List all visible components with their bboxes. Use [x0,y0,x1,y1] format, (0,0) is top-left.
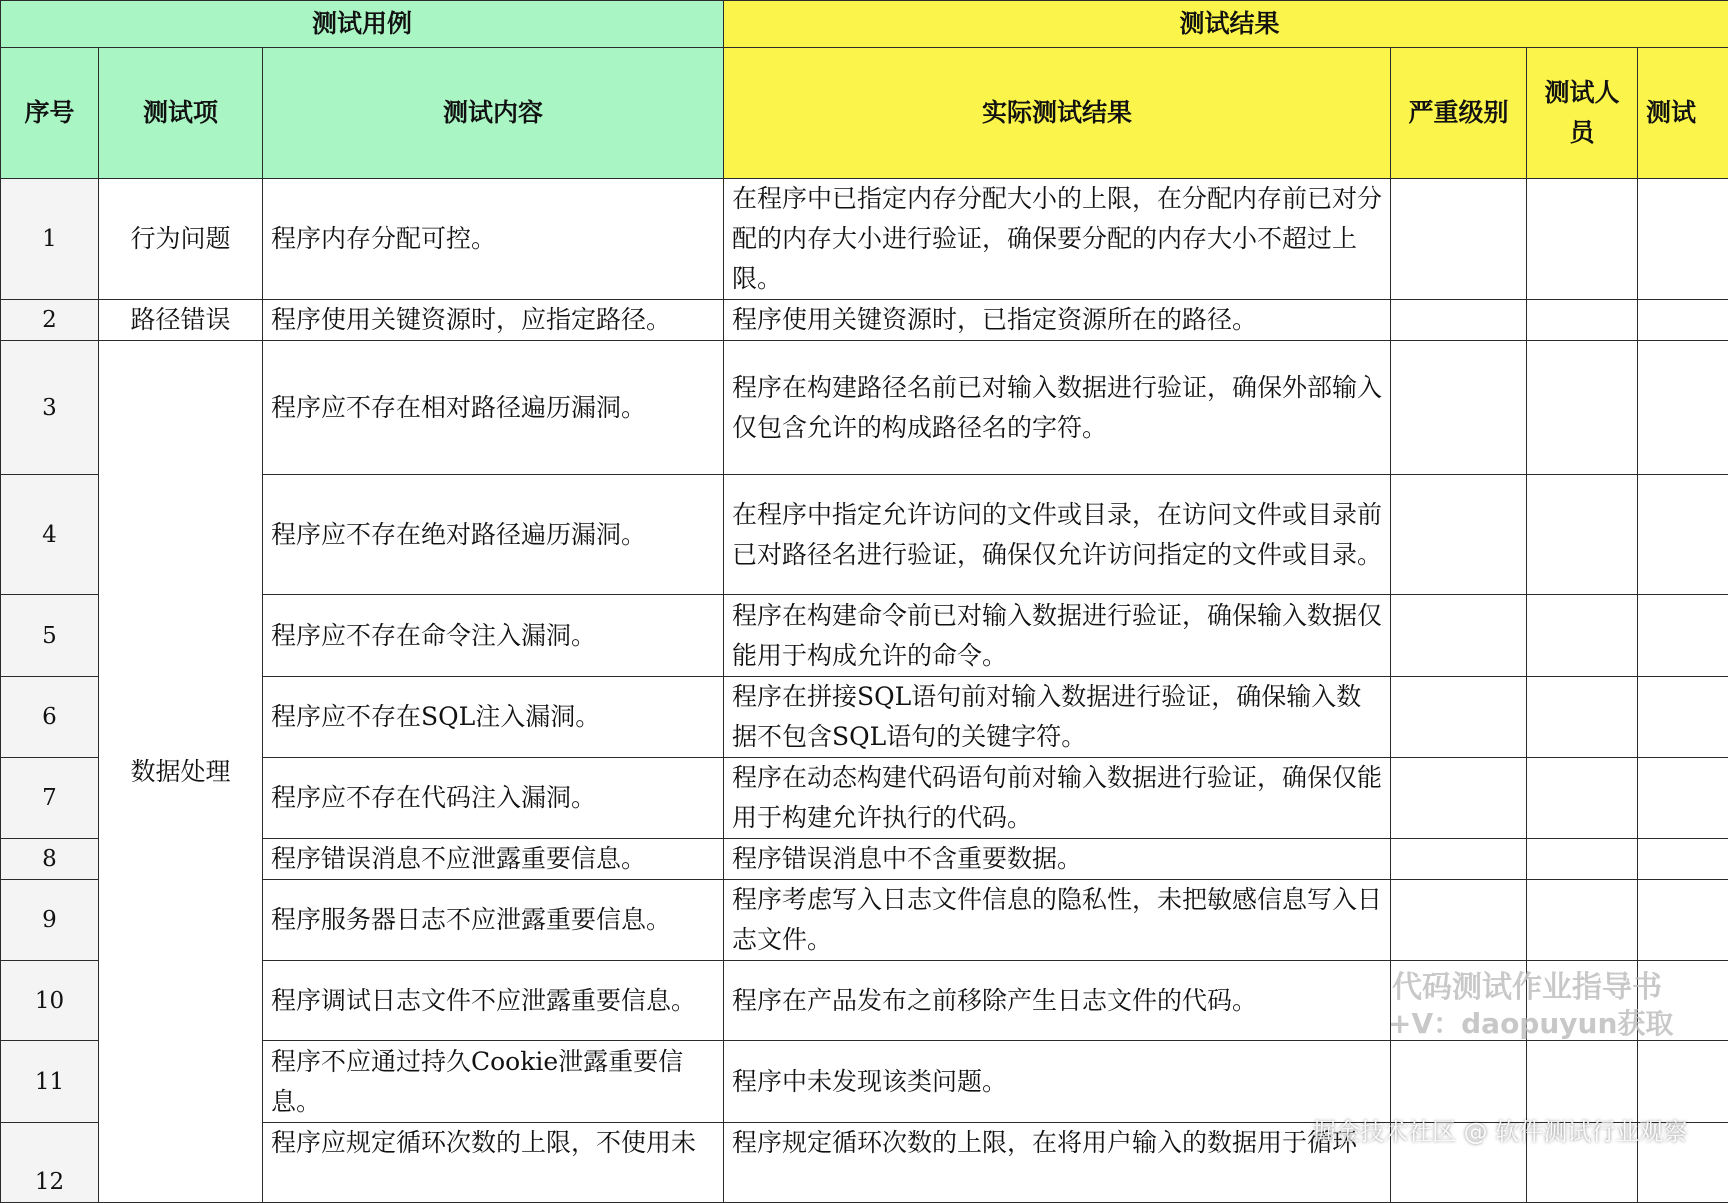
actual-result-cell: 在程序中指定允许访问的文件或目录，在访问文件或目录前已对路径名进行验证，确保仅允许访问指定的文件或目录。 [724,475,1391,595]
column-header-item: 测试项 [99,48,263,179]
tester-cell [1527,758,1638,839]
test-item-cell: 路径错误 [99,300,263,341]
seq-cell: 11 [1,1041,99,1123]
tester-cell [1527,300,1638,341]
table-row [1,179,1728,300]
column-header-actual-result: 实际测试结果 [724,48,1391,179]
group-header-test-case: 测试用例 [1,1,724,48]
severity-cell [1391,677,1527,758]
tester-cell [1527,880,1638,961]
content-cell: 程序应不存在代码注入漏洞。 [263,758,724,839]
seq-cell: 12 [1,1123,99,1203]
tester-cell [1527,677,1638,758]
group-header-row [1,1,1728,48]
tester-cell [1527,341,1638,475]
test-item-cell: 数据处理 [99,341,263,1203]
actual-result-cell: 程序在动态构建代码语句前对输入数据进行验证，确保仅能用于构建允许执行的代码。 [724,758,1391,839]
content-cell: 程序应不存在绝对路径遍历漏洞。 [263,475,724,595]
content-cell: 程序应不存在SQL注入漏洞。 [263,677,724,758]
seq-cell: 3 [1,341,99,475]
tester-cell [1527,839,1638,880]
extra-cell [1638,475,1728,595]
content-cell: 程序应规定循环次数的上限，不使用未 [263,1123,724,1203]
extra-cell [1638,595,1728,677]
actual-result-cell: 在程序中已指定内存分配大小的上限，在分配内存前已对分配的内存大小进行验证，确保要分配的内存大小不超过上限。 [724,179,1391,300]
severity-cell [1391,758,1527,839]
actual-result-cell: 程序在拼接SQL语句前对输入数据进行验证，确保输入数据不包含SQL语句的关键字符。 [724,677,1391,758]
content-cell: 程序使用关键资源时，应指定路径。 [263,300,724,341]
content-cell: 程序不应通过持久Cookie泄露重要信息。 [263,1041,724,1123]
actual-result-cell: 程序在产品发布之前移除产生日志文件的代码。 [724,961,1391,1041]
content-cell: 程序服务器日志不应泄露重要信息。 [263,880,724,961]
seq-cell: 6 [1,677,99,758]
actual-result-cell: 程序错误消息中不含重要数据。 [724,839,1391,880]
extra-cell [1638,880,1728,961]
test-item-cell: 行为问题 [99,179,263,300]
seq-cell: 10 [1,961,99,1041]
tester-cell [1527,1041,1638,1123]
seq-cell: 5 [1,595,99,677]
seq-cell: 7 [1,758,99,839]
content-cell: 程序调试日志文件不应泄露重要信息。 [263,961,724,1041]
extra-cell [1638,341,1728,475]
actual-result-cell: 程序在构建命令前已对输入数据进行验证，确保输入数据仅能用于构成允许的命令。 [724,595,1391,677]
severity-cell [1391,179,1527,300]
seq-cell: 1 [1,179,99,300]
extra-cell [1638,1041,1728,1123]
column-header-content: 测试内容 [263,48,724,179]
column-header-tester: 测试人员 [1527,48,1638,179]
column-header-extra: 测试 [1638,48,1728,179]
actual-result-cell: 程序考虑写入日志文件信息的隐私性，未把敏感信息写入日志文件。 [724,880,1391,961]
extra-cell [1638,300,1728,341]
extra-cell [1638,839,1728,880]
table-row [1,300,1728,341]
severity-cell [1391,475,1527,595]
tester-cell [1527,179,1638,300]
severity-cell [1391,1041,1527,1123]
actual-result-cell: 程序中未发现该类问题。 [724,1041,1391,1123]
severity-cell [1391,300,1527,341]
tester-cell [1527,475,1638,595]
table-row [1,341,1728,475]
watermark-guide-title: 代码测试作业指导书 [1392,962,1662,1006]
content-cell: 程序应不存在相对路径遍历漏洞。 [263,341,724,475]
column-header-seq: 序号 [1,48,99,179]
seq-cell: 4 [1,475,99,595]
severity-cell [1391,595,1527,677]
actual-result-cell: 程序使用关键资源时，已指定资源所在的路径。 [724,300,1391,341]
severity-cell [1391,839,1527,880]
extra-cell [1638,758,1728,839]
tester-cell [1527,595,1638,677]
seq-cell: 8 [1,839,99,880]
extra-cell [1638,179,1728,300]
content-cell: 程序应不存在命令注入漏洞。 [263,595,724,677]
watermark-community: 掘金技术社区 @ 软件测试行业观察 [1312,1112,1687,1147]
severity-cell [1391,880,1527,961]
seq-cell: 9 [1,880,99,961]
column-header-severity: 严重级别 [1391,48,1527,179]
content-cell: 程序内存分配可控。 [263,179,724,300]
content-cell: 程序错误消息不应泄露重要信息。 [263,839,724,880]
severity-cell [1391,341,1527,475]
seq-cell: 2 [1,300,99,341]
extra-cell [1638,677,1728,758]
group-header-test-result: 测试结果 [724,1,1728,48]
actual-result-cell: 程序在构建路径名前已对输入数据进行验证，确保外部输入仅包含允许的构成路径名的字符。 [724,341,1391,475]
column-header-row [1,48,1728,179]
watermark-contact: +V：daopuyun获取 [1388,1002,1673,1042]
actual-result-cell: 程序规定循环次数的上限，在将用户输入的数据用于循环 [724,1123,1391,1203]
